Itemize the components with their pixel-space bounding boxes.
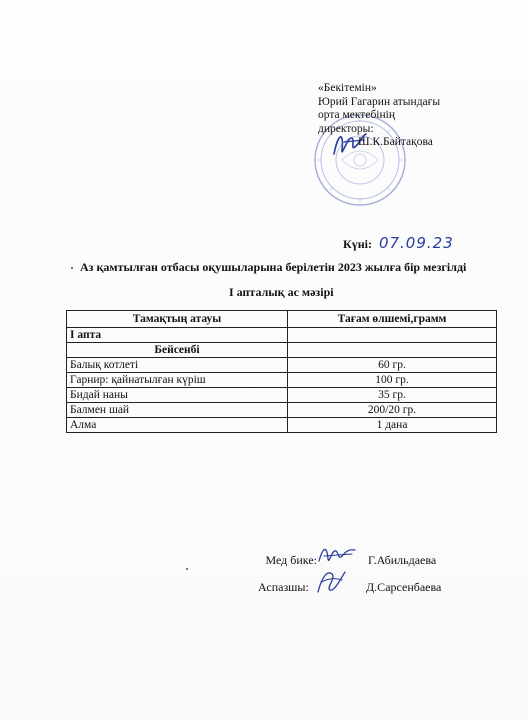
- day-row: [67, 343, 497, 358]
- nurse-role: Мед бике:: [265, 553, 317, 567]
- week-row: [67, 328, 497, 343]
- date-value: 07.09.23: [378, 234, 454, 252]
- table-row: [67, 388, 497, 403]
- nurse-signature: [316, 541, 358, 567]
- table-header-row: [67, 311, 497, 328]
- menu-table: [66, 310, 497, 433]
- week-label: I апта: [67, 328, 288, 343]
- dish-name: Гарнир: қайнатылған күріш: [67, 373, 288, 388]
- document-subtitle: I апталық ас мәзірі: [229, 285, 334, 299]
- dish-name: Бидай наны: [67, 388, 288, 403]
- approval-position: директоры:: [318, 122, 374, 135]
- nurse-signature-line: [255, 553, 437, 568]
- dish-amount: 1 дана: [288, 418, 497, 433]
- approval-block: [318, 82, 518, 150]
- nurse-name: Г.Абильдаева: [368, 553, 437, 567]
- cook-role: Аспазшы:: [258, 580, 309, 594]
- header-dish-name: Тамақтың атауы: [67, 311, 288, 328]
- approval-heading: «Бекітемін»: [318, 82, 377, 94]
- date-row: [343, 234, 454, 252]
- approval-school-line1: Юрий Гагарин атындағы: [318, 95, 441, 108]
- cook-name: Д.Сарсенбаева: [366, 580, 442, 594]
- week-empty-cell: [288, 328, 497, 343]
- table-row: [67, 403, 497, 418]
- table-row: [67, 373, 497, 388]
- date-label: Күні:: [343, 237, 372, 251]
- document-title: Аз қамтылған отбасы оқушыларына берілетін 2023 жылға бір мезгілді: [80, 260, 467, 274]
- dish-name: Балмен шай: [67, 403, 288, 418]
- ink-dot: [186, 568, 188, 570]
- day-label: Бейсенбі: [67, 343, 288, 358]
- cook-signature-line: [258, 580, 442, 595]
- dish-amount: 35 гр.: [288, 388, 497, 403]
- ink-dot: [71, 267, 73, 269]
- dish-amount: 60 гр.: [288, 358, 497, 373]
- dish-name: Алма: [67, 418, 288, 433]
- dish-amount: 100 гр.: [288, 373, 497, 388]
- dish-amount: 200/20 гр.: [288, 403, 497, 418]
- table-row: [67, 358, 497, 373]
- day-empty-cell: [288, 343, 497, 358]
- table-row: [67, 418, 497, 433]
- header-portion-size: Тағам өлшемі,грамм: [288, 311, 497, 328]
- approval-school-line2: орта мектебінің: [318, 109, 395, 121]
- cook-signature: [312, 566, 350, 596]
- dish-name: Балық котлеті: [67, 358, 288, 373]
- director-name: Ш.К.Байтақова: [358, 136, 433, 148]
